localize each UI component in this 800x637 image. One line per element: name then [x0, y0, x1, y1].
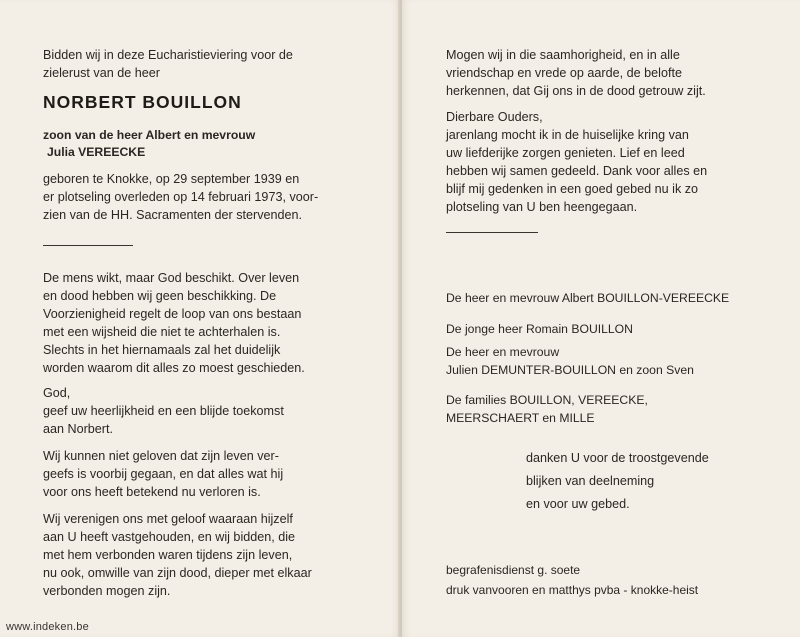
family-line-families — [446, 391, 766, 427]
text-line: danken U voor de troostgevende — [526, 451, 709, 465]
text-line: worden waarom dit alles zo moest geschieden. — [43, 361, 305, 375]
text-line: blijf mij gedenken in een goed gebed nu ik zo — [446, 182, 699, 196]
paragraph-togetherness — [446, 46, 766, 100]
text-line: verbonden mogen zijn. — [43, 584, 171, 598]
text-line: blijken van deelneming — [526, 474, 655, 488]
text-line: Julien DEMUNTER-BOUILLON en zoon Sven — [446, 363, 694, 377]
text-line: druk vanvooren en matthys pvba - knokke-heist — [446, 583, 699, 597]
text-line: MEERSCHAERT en MILLE — [446, 411, 595, 425]
right-page — [402, 0, 800, 637]
family-line-sister — [446, 343, 766, 379]
text-line: en dood hebben wij geen beschikking. De — [43, 289, 277, 303]
text-line: geef uw heerlijkheid en een blijde toekomst — [43, 404, 284, 418]
printer-footer — [446, 560, 766, 600]
divider-line — [43, 245, 133, 246]
text-line: De mens wikt, maar God beschikt. Over leven — [43, 271, 300, 285]
parents-line: zoon van de heer Albert en mevrouw — [43, 128, 256, 142]
paragraph-parents — [446, 108, 766, 216]
text-line: begrafenisdienst g. soete — [446, 563, 581, 577]
text-line: Voorzienigheid regelt de loop van ons bestaan — [43, 307, 302, 321]
intro-line: Bidden wij in deze Eucharistieviering voor de — [43, 48, 293, 62]
intro-text — [43, 46, 359, 82]
divider-line — [446, 232, 538, 233]
text-line: en voor uw gebed. — [526, 497, 630, 511]
text-line: uw liefderijke zorgen genieten. Lief en leed — [446, 146, 685, 160]
text-line: Mogen wij in die saamhorigheid, en in alle — [446, 48, 680, 62]
text-line: zien van de HH. Sacramenten der stervenden. — [43, 208, 303, 222]
text-line: plotseling van U ben heengegaan. — [446, 200, 638, 214]
parents-line: Julia VEREECKE — [47, 145, 146, 159]
text-line: Dierbare Ouders, — [446, 110, 543, 124]
text-line: jarenlang mocht ik in de huiselijke kring van — [446, 128, 689, 142]
deceased-name: NORBERT BOUILLON — [43, 92, 242, 112]
text-line: hebben wij samen gedeeld. Dank voor alles en — [446, 164, 708, 178]
paragraph-providence — [43, 269, 359, 377]
birth-death-text — [43, 170, 359, 224]
family-line-brother: De jonge heer Romain BOUILLON — [446, 322, 633, 336]
text-line: aan U heeft vastgehouden, en wij bidden, die — [43, 530, 296, 544]
text-line: met hem verbonden waren tijdens zijn leven, — [43, 548, 293, 562]
thanks-text — [526, 447, 766, 516]
text-line: Wij verenigen ons met geloof waaraan hijzelf — [43, 512, 293, 526]
intro-line: zielerust van de heer — [43, 66, 160, 80]
text-line: nu ook, omwille van zijn dood, dieper met elkaar — [43, 566, 312, 580]
text-line: vriendschap en vrede op aarde, de belofte — [446, 66, 682, 80]
paragraph-belief — [43, 447, 359, 501]
text-line: er plotseling overleden op 14 februari 1973, voor- — [43, 190, 319, 204]
text-line: geboren te Knokke, op 29 september 1939 en — [43, 172, 300, 186]
paragraph-union — [43, 510, 359, 600]
paragraph-prayer — [43, 384, 359, 438]
text-line: De families BOUILLON, VEREECKE, — [446, 393, 648, 407]
text-line: geefs is voorbij gegaan, en dat alles wat hij — [43, 467, 284, 481]
family-line-parents: De heer en mevrouw Albert BOUILLON-VEREECKE — [446, 291, 730, 305]
text-line: herkennen, dat Gij ons in de dood getrouw zijt. — [446, 84, 706, 98]
text-line: Slechts in het hiernamaals zal het duidelijk — [43, 343, 281, 357]
text-line: De heer en mevrouw — [446, 345, 560, 359]
text-line: voor ons heeft betekend nu verloren is. — [43, 485, 261, 499]
text-line: met een wijsheid die niet te achterhalen is. — [43, 325, 281, 339]
text-line: God, — [43, 386, 71, 400]
text-line: aan Norbert. — [43, 422, 114, 436]
text-line: Wij kunnen niet geloven dat zijn leven ver- — [43, 449, 279, 463]
parents-text — [43, 127, 359, 161]
site-watermark: www.indeken.be — [6, 621, 89, 633]
